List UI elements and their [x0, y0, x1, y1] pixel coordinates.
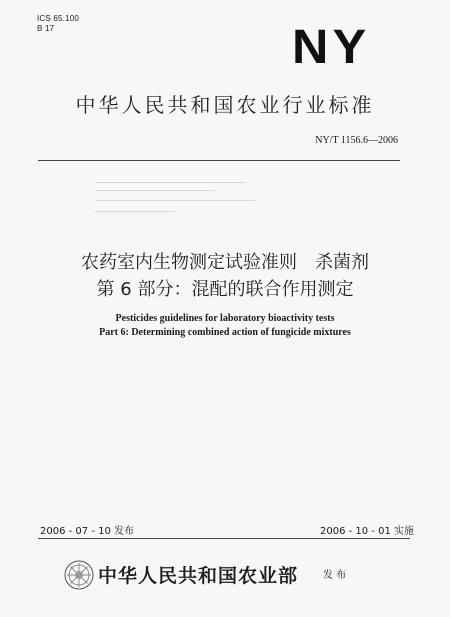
bottom-divider [38, 538, 410, 539]
show-through-mark [95, 190, 215, 191]
ny-logo: NY [292, 21, 371, 74]
standard-number: NY/T 1156.6—2006 [315, 135, 398, 146]
issue-date: 2006 - 07 - 10 发布 [40, 526, 135, 537]
show-through-mark [95, 200, 255, 201]
publisher-name: 中华人民共和国农业部 [98, 565, 299, 587]
implementation-date: 2006 - 10 - 01 实施 [319, 526, 414, 537]
ministry-seal-icon [64, 560, 94, 590]
title-english-line2: Part 6: Determining combined action of fungicide mixtures [99, 327, 351, 338]
ics-code: ICS 65.100 [37, 14, 80, 23]
title-english-line1: Pesticides guidelines for laboratory bioactivity tests [115, 313, 335, 324]
top-divider [38, 160, 400, 161]
publisher-issue-label: 发 布 [323, 570, 347, 581]
category-code: B 17 [37, 24, 55, 33]
standard-title: 中华人民共和国农业行业标准 [75, 93, 375, 117]
title-chinese-line2: 第 6 部分：混配的联合作用测定 [96, 279, 354, 300]
show-through-mark [95, 211, 175, 212]
show-through-mark [95, 182, 245, 183]
classification-codes [37, 14, 79, 34]
title-chinese-line1: 农药室内生物测定试验准则 杀菌剂 [81, 252, 369, 273]
